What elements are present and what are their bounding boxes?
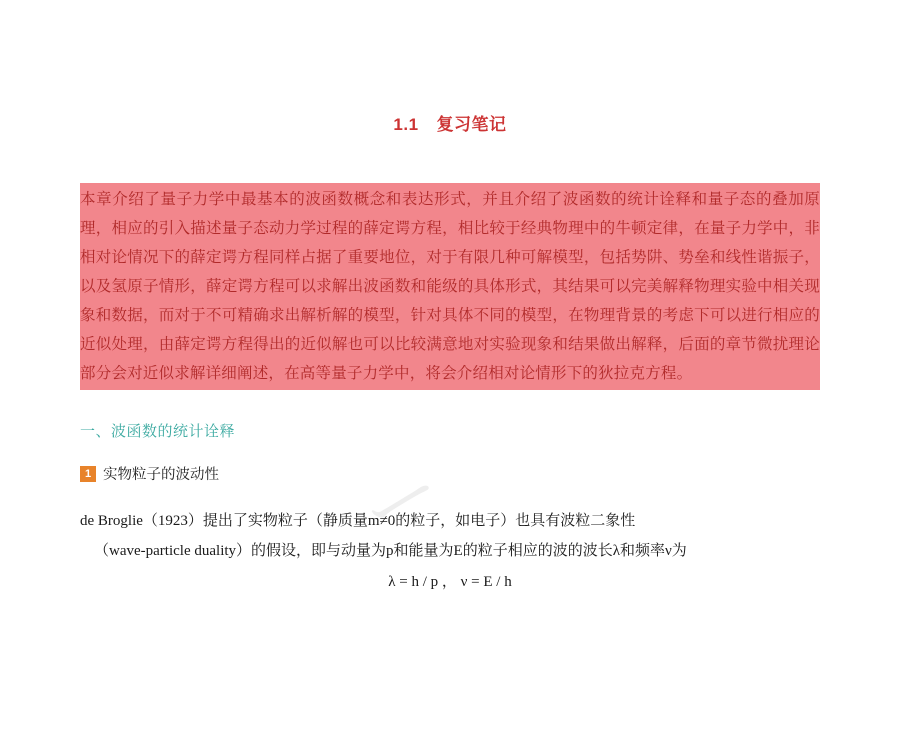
highlighted-summary-paragraph: 本章介绍了量子力学中最基本的波函数概念和表达形式，并且介绍了波函数的统计诠释和量子态的叠加原理，相应的引入描述量子态动力学过程的薛定谔方程，相比较于经典物理中的牛顿定律，在量子力学中，非相对论情况下的薛定谔方程同样占据了重要地位，对于有限几种可解模型，包括势阱、势垒和线性谐振子，以及氢原子情形，薛定谔方程可以求解出波函数和能级的具体形式，其结果可以完美解释物理实验中相关现象和数据，而对于不可精确求出解析解的模型，针对具体不同的模型，在物理背景的考虑下可以进行相应的近似处理，由薛定谔方程得出的近似解也可以比较满意地对实验现象和结果做出解释，后面的章节微扰理论部分会对近似求解详细阐述，在高等量子力学中，将会介绍相对论情形下的狄拉克方程。	[80, 183, 820, 390]
watermark: ー	[347, 445, 457, 559]
formula: λ = h / p ， ν = E / h	[388, 574, 512, 590]
body-paragraph-line-2: （wave-particle duality）的假设，即与动量为p和能量为E的粒子相应的波的波长λ和频率ν为	[94, 543, 687, 559]
list-number-badge: 1	[80, 466, 96, 482]
sub-heading-label: 实物粒子的波动性	[103, 467, 219, 483]
page-title	[80, 110, 820, 135]
body-paragraph	[80, 506, 820, 566]
document-page	[0, 110, 900, 735]
sub-heading	[80, 463, 820, 484]
section-heading: 一、波函数的统计诠释	[80, 423, 236, 440]
page-title-text: 复习笔记	[436, 115, 507, 134]
body-paragraph-line-1: de Broglie（1923）提出了实物粒子（静质量m≠0的粒子，如电子）也具有波粒二象性	[80, 513, 636, 529]
page-title-number: 1.1	[393, 115, 419, 134]
